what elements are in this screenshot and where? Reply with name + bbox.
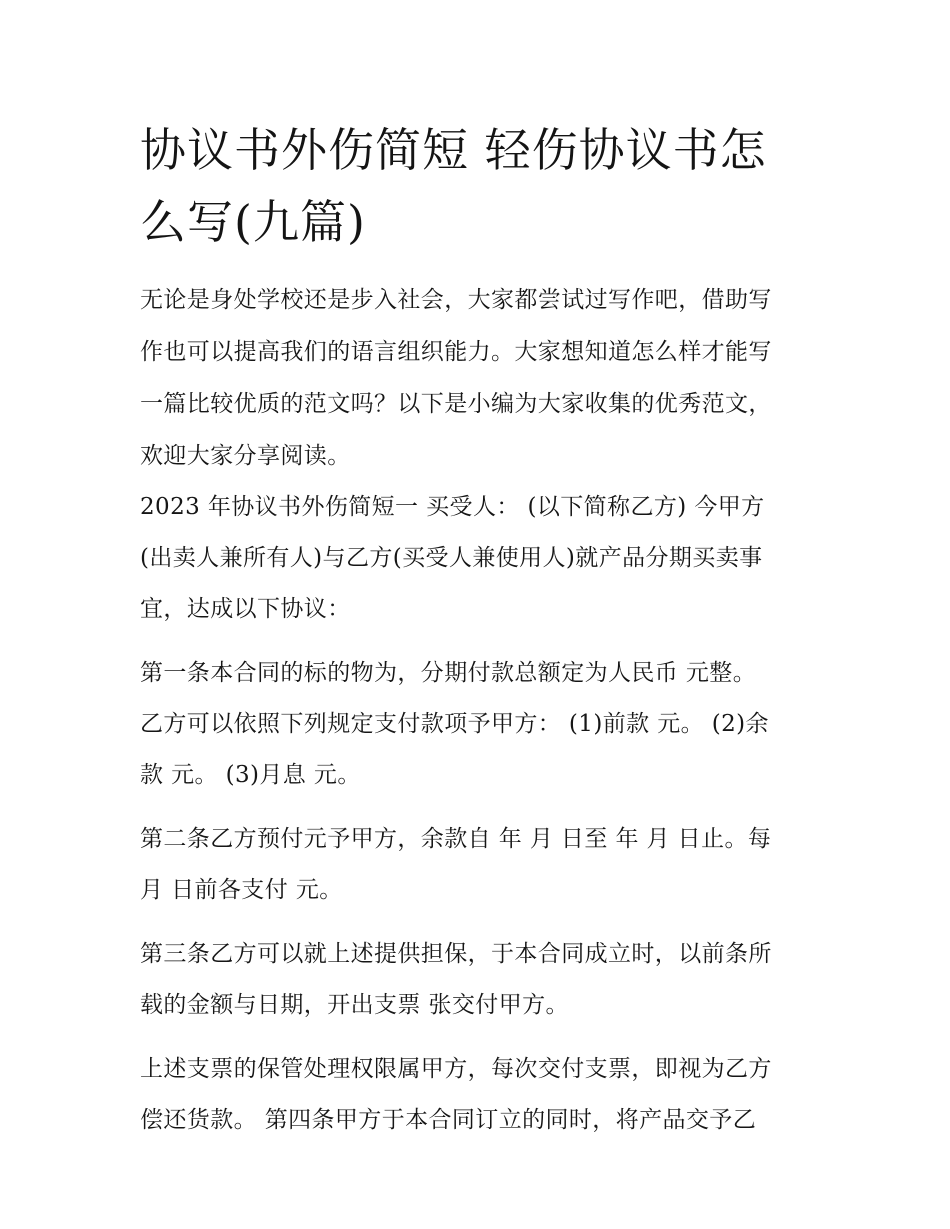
text-line: 无论是身处学校还是步入社会，大家都尝试过写作吧，借助写 <box>140 287 772 313</box>
text-line: 第一条本合同的标的物为，分期付款总额定为人民币 元整。 <box>140 660 757 686</box>
intro-section <box>140 274 830 482</box>
text-line: (出卖人兼所有人)与乙方(买受人兼使用人)就产品分期买卖事 <box>140 545 763 571</box>
article-1 <box>140 648 830 801</box>
text-line: 第三条乙方可以就上述提供担保，于本合同成立时，以前条所 <box>140 941 772 967</box>
article-2 <box>140 814 830 916</box>
text-line: 乙方可以依照下列规定支付款项予甲方： (1)前款 元。 (2)余 <box>140 711 769 737</box>
text-line: 作也可以提高我们的语言组织能力。大家想知道怎么样才能写 <box>140 339 772 365</box>
text-line: 款 元。 (3)月息 元。 <box>140 762 361 788</box>
text-line: 载的金额与日期，开出支票 张交付甲方。 <box>140 992 569 1018</box>
text-line: 宜，达成以下协议： <box>140 596 351 622</box>
document-title <box>140 114 830 258</box>
text-line: 第二条乙方预付元予甲方，余款自 年 月 日至 年 月 日止。每 <box>140 826 772 852</box>
text-line: 欢迎大家分享阅读。 <box>140 443 351 469</box>
title-line: 么写(九篇) <box>140 195 366 249</box>
text-line: 一篇比较优质的范文吗？以下是小编为大家收集的优秀范文， <box>140 391 772 417</box>
check-custody-paragraph <box>140 1044 830 1146</box>
article-3 <box>140 929 830 1031</box>
intro-paragraph <box>140 274 830 482</box>
agreement-body <box>140 482 830 1159</box>
text-line: 偿还货款。 第四条甲方于本合同订立的同时，将产品交予乙 <box>140 1107 757 1133</box>
text-line: 2023 年协议书外伤简短一 买受人： (以下简称乙方) 今甲方 <box>140 494 765 520</box>
title-line: 协议书外伤简短 轻伤协议书怎 <box>140 123 767 177</box>
text-line: 月 日前各支付 元。 <box>140 877 343 903</box>
text-line: 上述支票的保管处理权限属甲方，每次交付支票，即视为乙方 <box>140 1056 772 1082</box>
agreement-preamble <box>140 482 830 635</box>
